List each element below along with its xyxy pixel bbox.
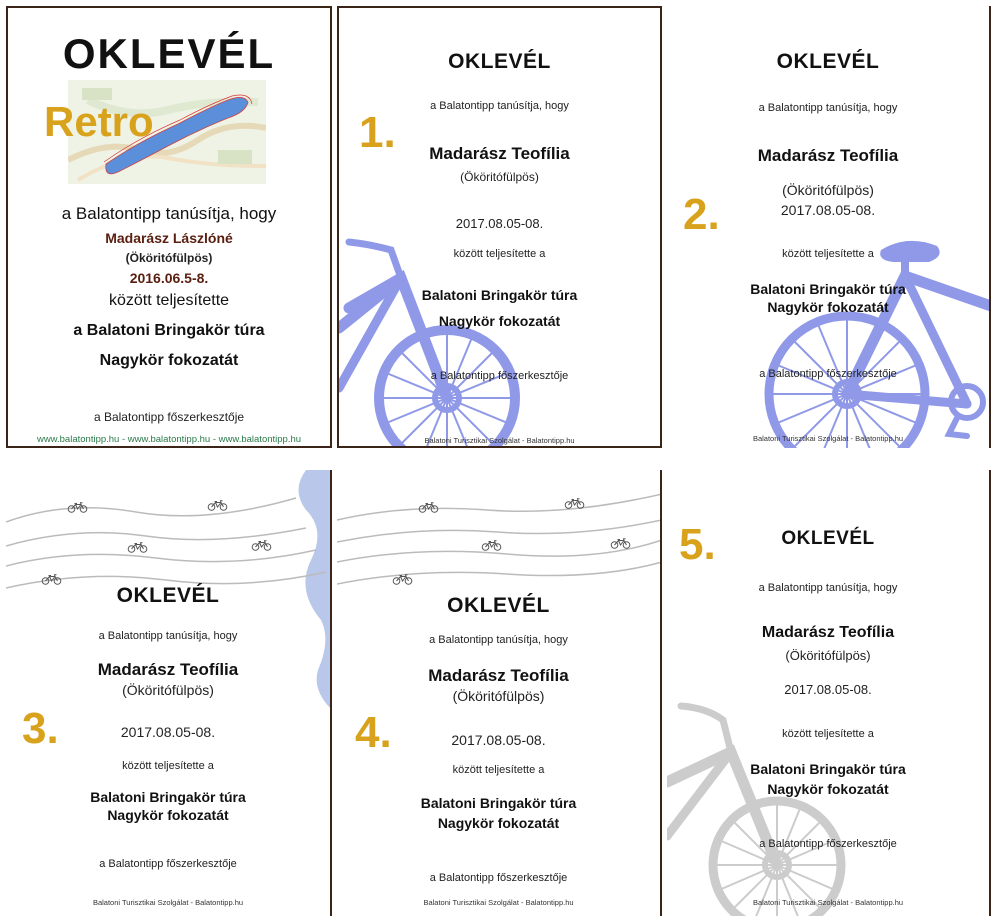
certificate-title: OKLEVÉL [62, 30, 276, 77]
tour-level: Nagykör fokozatát [107, 807, 229, 823]
retro-label: Retro [44, 98, 154, 145]
signature-line: a Balatontipp főszerkesztője [99, 858, 237, 870]
certifies-text: a Balatontipp tanúsítja, hogy [61, 204, 277, 223]
variant-number: 1. [359, 108, 396, 157]
link-separator: - [212, 434, 216, 445]
tour-name: Balatoni Bringakör túra [421, 287, 578, 303]
completed-text: között teljesítette [108, 292, 230, 309]
recipient-nickname: (Ököritófülpös) [460, 170, 539, 184]
tour-level: Nagykör fokozatát [437, 815, 560, 831]
variant-number: 2. [683, 190, 720, 239]
signature-line: a Balatontipp főszerkesztője [430, 370, 569, 382]
tour-level: Nagykör fokozatát [99, 352, 239, 369]
certificate-title: OKLEVÉL [776, 50, 880, 73]
variant-number: 5. [679, 520, 716, 569]
certificate-1 [337, 6, 662, 448]
certificate-retro [6, 6, 332, 448]
tour-name: Balatoni Bringakör túra [420, 795, 577, 811]
footer-text: Balatoni Turisztikai Szolgálat - Balatontipp.hu [752, 434, 904, 443]
certificate-title: OKLEVÉL [448, 50, 551, 73]
tour-name: Balatoni Bringakör túra [90, 789, 246, 805]
signature-line: a Balatontipp főszerkesztője [429, 872, 568, 884]
link-separator: - [121, 434, 126, 445]
tour-date: 2017.08.05-08. [451, 732, 546, 748]
certificate-title: OKLEVÉL [781, 528, 875, 549]
website-link[interactable]: www.balatontipp.hu [36, 434, 120, 445]
tour-date: 2017.08.05-08. [120, 724, 216, 740]
certifies-text: a Balatontipp tanúsítja, hogy [429, 634, 568, 646]
completed-text: között teljesítette a [122, 760, 214, 772]
footer-text: Balatoni Turisztikai Szolgálat - Balatontipp.hu [424, 436, 575, 445]
recipient-name: Madarász Teofília [761, 624, 895, 641]
tour-level: Nagykör fokozatát [438, 313, 561, 329]
certificate-title: OKLEVÉL [447, 594, 550, 617]
footer-text: Balatoni Turisztikai Szolgálat - Balatontipp.hu [752, 898, 904, 907]
variant-number: 3. [22, 704, 59, 753]
signature-line: a Balatontipp főszerkesztője [759, 838, 897, 850]
certificate-3 [6, 470, 332, 916]
certifies-text: a Balatontipp tanúsítja, hogy [758, 582, 898, 594]
website-link[interactable]: www.balatontipp.hu [127, 434, 211, 445]
tour-name: Balatoni Bringakör túra [750, 281, 906, 297]
variant-number: 4. [355, 708, 392, 757]
certificate-5 [667, 470, 991, 916]
certifies-text: a Balatontipp tanúsítja, hogy [430, 100, 569, 112]
recipient-nickname: (Ököritófülpös) [785, 648, 871, 663]
recipient-name: Madarász Teofília [429, 144, 570, 163]
tour-level: Nagykör fokozatát [767, 299, 889, 315]
footer-text: Balatoni Turisztikai Szolgálat - Balatontipp.hu [92, 898, 244, 907]
completed-text: között teljesítette a [452, 764, 545, 776]
certifies-text: a Balatontipp tanúsítja, hogy [758, 102, 898, 114]
recipient-nickname: (Ököritófülpös) [125, 251, 213, 265]
recipient-nickname: (Ököritófülpös) [452, 688, 545, 704]
tour-name: a Balatoni Bringakör túra [73, 322, 265, 339]
tour-date: 2017.08.05-08. [455, 216, 544, 231]
signature-line: a Balatontipp főszerkesztője [759, 368, 897, 380]
footer-text: Balatoni Turisztikai Szolgálat - Balatontipp.hu [423, 898, 574, 907]
completed-text: között teljesítette a [782, 728, 874, 740]
website-link[interactable]: www.balatontipp.hu [218, 434, 302, 445]
tour-date: 2017.08.05-08. [784, 682, 872, 697]
recipient-nickname: (Ököritófülpös) [122, 682, 214, 698]
certificate-4 [337, 470, 662, 916]
tour-name: Balatoni Bringakör túra [750, 761, 906, 777]
certificate-2 [667, 6, 991, 448]
signature-line: a Balatontipp főszerkesztője [93, 410, 245, 424]
certificate-title: OKLEVÉL [116, 584, 220, 607]
recipient-nickname: (Ököritófülpös) [782, 182, 874, 198]
completed-text: között teljesítette a [782, 248, 874, 260]
recipient-name: Madarász Lászlóné [105, 230, 233, 246]
completed-text: között teljesítette a [453, 248, 546, 260]
tour-date: 2016.06.5-8. [129, 270, 209, 286]
tour-date: 2017.08.05-08. [780, 202, 876, 218]
recipient-name: Madarász Teofília [757, 146, 899, 165]
certifies-text: a Balatontipp tanúsítja, hogy [98, 630, 238, 642]
website-links [8, 434, 330, 445]
tour-level: Nagykör fokozatát [767, 781, 889, 797]
recipient-name: Madarász Teofília [428, 666, 569, 685]
recipient-name: Madarász Teofília [97, 660, 239, 679]
